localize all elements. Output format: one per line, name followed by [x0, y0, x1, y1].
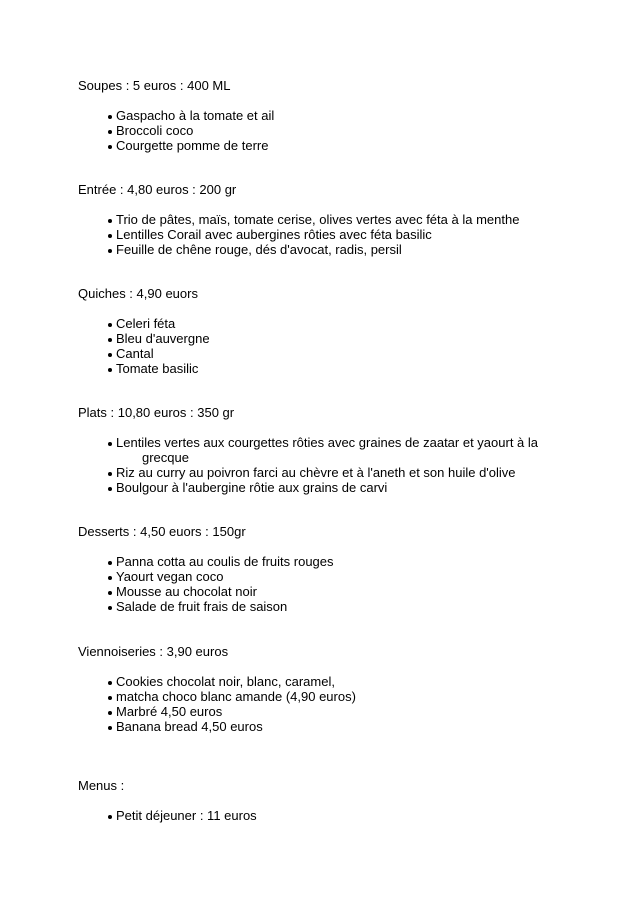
list-item: Lentilles Corail avec aubergines rôties avec féta basilic — [107, 227, 558, 242]
list-item: Petit déjeuner : 11 euros — [107, 808, 558, 823]
section-header: Desserts : 4,50 euors : 150gr — [78, 524, 246, 539]
section-header: Quiches : 4,90 euors — [78, 286, 198, 301]
section-soupes — [78, 78, 558, 153]
section-viennoiseries — [78, 644, 558, 734]
list-item: Salade de fruit frais de saison — [107, 599, 558, 614]
list-item: Mousse au chocolat noir — [107, 584, 558, 599]
section-header: Entrée : 4,80 euros : 200 gr — [78, 182, 237, 197]
list-item: Cookies chocolat noir, blanc, caramel, — [107, 674, 558, 689]
list-item: Yaourt vegan coco — [107, 569, 558, 584]
section-quiches — [78, 286, 558, 376]
list-item: Marbré 4,50 euros — [107, 704, 558, 719]
item-list — [78, 435, 558, 495]
section-header: Menus : — [78, 778, 125, 793]
list-item: Gaspacho à la tomate et ail — [107, 108, 558, 123]
item-list — [78, 212, 558, 257]
list-item: Bleu d'auvergne — [107, 331, 558, 346]
section-desserts — [78, 524, 558, 614]
list-item: Panna cotta au coulis de fruits rouges — [107, 554, 558, 569]
section-menus — [78, 778, 558, 823]
list-item: Courgette pomme de terre — [107, 138, 558, 153]
item-list — [78, 108, 558, 153]
list-item: Celeri féta — [107, 316, 558, 331]
section-plats — [78, 405, 558, 495]
item-list — [78, 808, 558, 823]
section-header: Soupes : 5 euros : 400 ML — [78, 78, 231, 93]
item-list — [78, 674, 558, 734]
list-item: Boulgour à l'aubergine rôtie aux grains de carvi — [107, 480, 558, 495]
list-item: Broccoli coco — [107, 123, 558, 138]
list-item: Cantal — [107, 346, 558, 361]
section-header: Plats : 10,80 euros : 350 gr — [78, 405, 235, 420]
item-list — [78, 554, 558, 614]
section-entree — [78, 182, 558, 257]
list-item: Riz au curry au poivron farci au chèvre et à l'aneth et son huile d'olive — [107, 465, 558, 480]
list-item: matcha choco blanc amande (4,90 euros) — [107, 689, 558, 704]
section-header: Viennoiseries : 3,90 euros — [78, 644, 229, 659]
list-item: Tomate basilic — [107, 361, 558, 376]
list-item: Lentiles vertes aux courgettes rôties avec graines de zaatar et yaourt à la grecque — [107, 435, 558, 465]
list-item: Trio de pâtes, maïs, tomate cerise, olives vertes avec féta à la menthe — [107, 212, 558, 227]
list-item: Banana bread 4,50 euros — [107, 719, 558, 734]
item-list — [78, 316, 558, 376]
list-item: Feuille de chêne rouge, dés d'avocat, radis, persil — [107, 242, 558, 257]
